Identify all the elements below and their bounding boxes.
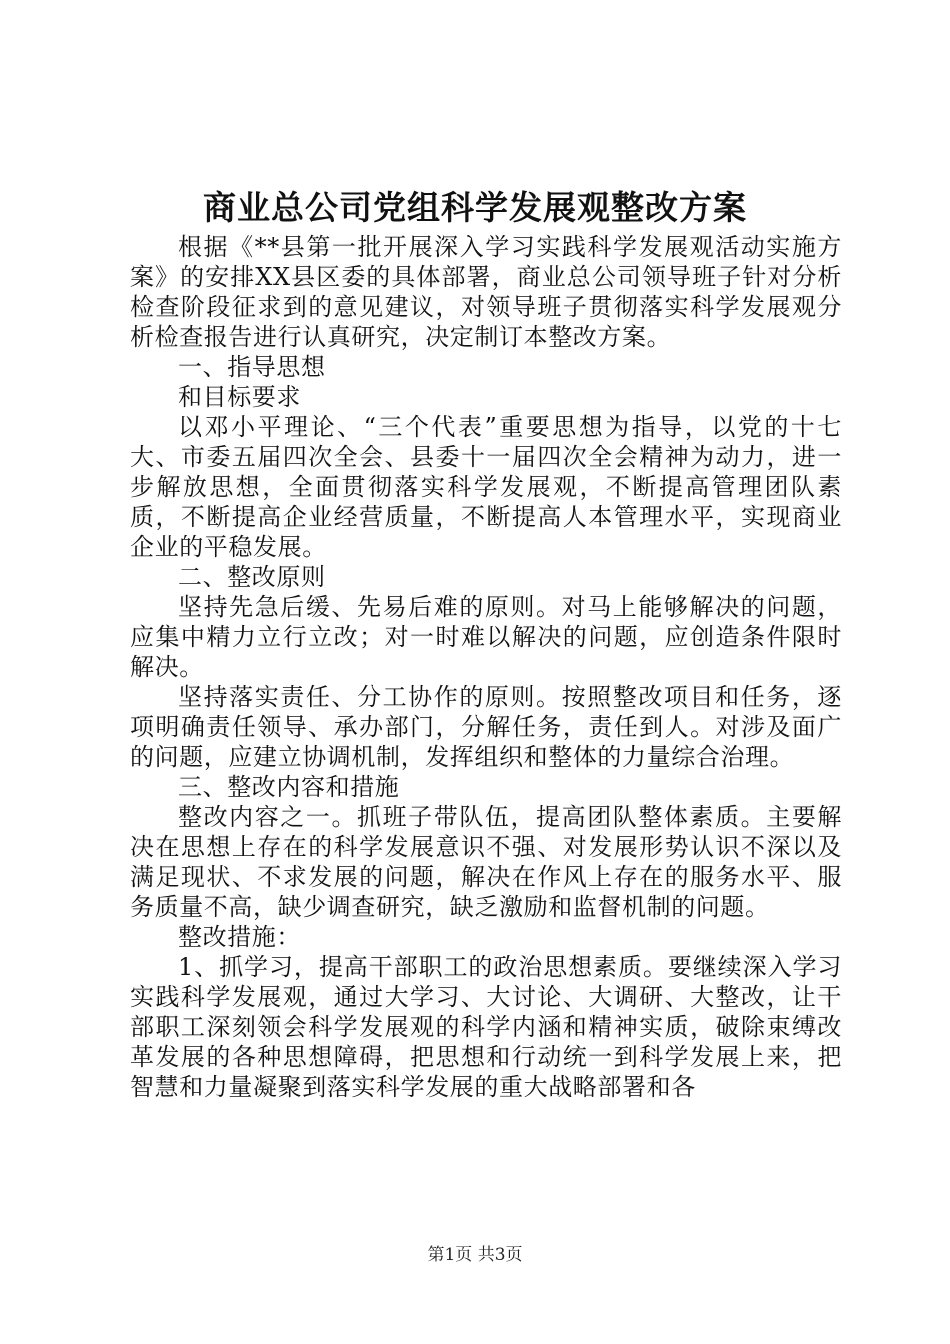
measures-heading: 整改措施：	[178, 923, 301, 951]
section-heading-1: 一、指导思想	[178, 353, 326, 381]
section-heading-3: 三、整改内容和措施	[178, 773, 400, 801]
paragraph-guiding: 以邓小平理论、“三个代表”重要思想为指导，以党的十七大、市委五届四次全会、县委十一届四次全会精神为动力，进一步解放思想，全面贯彻落实科学发展观，不断提高管理团队素质，不断提高企业经营质量，不断提高人本管理水平，实现商业企业的平稳发展。	[130, 413, 842, 561]
page-footer: 第1页 共3页	[427, 1245, 523, 1265]
document-title: 商业总公司党组科学发展观整改方案	[203, 188, 747, 227]
paragraph-content-1: 整改内容之一。抓班子带队伍，提高团队整体素质。主要解决在思想上存在的科学发展意识不强、对发展形势认识不深以及满足现状、不求发展的问题，解决在作风上存在的服务水平、服务质量不高，缺少调查研究，缺乏激励和监督机制的问题。	[130, 803, 842, 921]
section-heading-1-continued: 和目标要求	[178, 383, 301, 411]
paragraph-intro: 根据《**县第一批开展深入学习实践科学发展观活动实施方案》的安排XX县区委的具体部署，商业总公司领导班子针对分析检查阶段征求到的意见建议，对领导班子贯彻落实科学发展观分析检查报告进行认真研究，决定制订本整改方案。	[130, 233, 842, 351]
document-body	[130, 232, 842, 1102]
paragraph-principle-2: 坚持落实责任、分工协作的原则。按照整改项目和任务，逐项明确责任领导、承办部门，分解任务，责任到人。对涉及面广的问题，应建立协调机制，发挥组织和整体的力量综合治理。	[130, 683, 842, 771]
section-heading-2: 二、整改原则	[178, 563, 326, 591]
paragraph-measure-1: 1、抓学习，提高干部职工的政治思想素质。要继续深入学习实践科学发展观，通过大学习、大讨论、大调研、大整改，让干部职工深刻领会科学发展观的科学内涵和精神实质，破除束缚改革发展的各种思想障碍，把思想和行动统一到科学发展上来，把智慧和力量凝聚到落实科学发展的重大战略部署和各	[130, 953, 842, 1101]
paragraph-principle-1: 坚持先急后缓、先易后难的原则。对马上能够解决的问题，应集中精力立行立改；对一时难以解决的问题，应创造条件限时解决。	[130, 593, 842, 681]
